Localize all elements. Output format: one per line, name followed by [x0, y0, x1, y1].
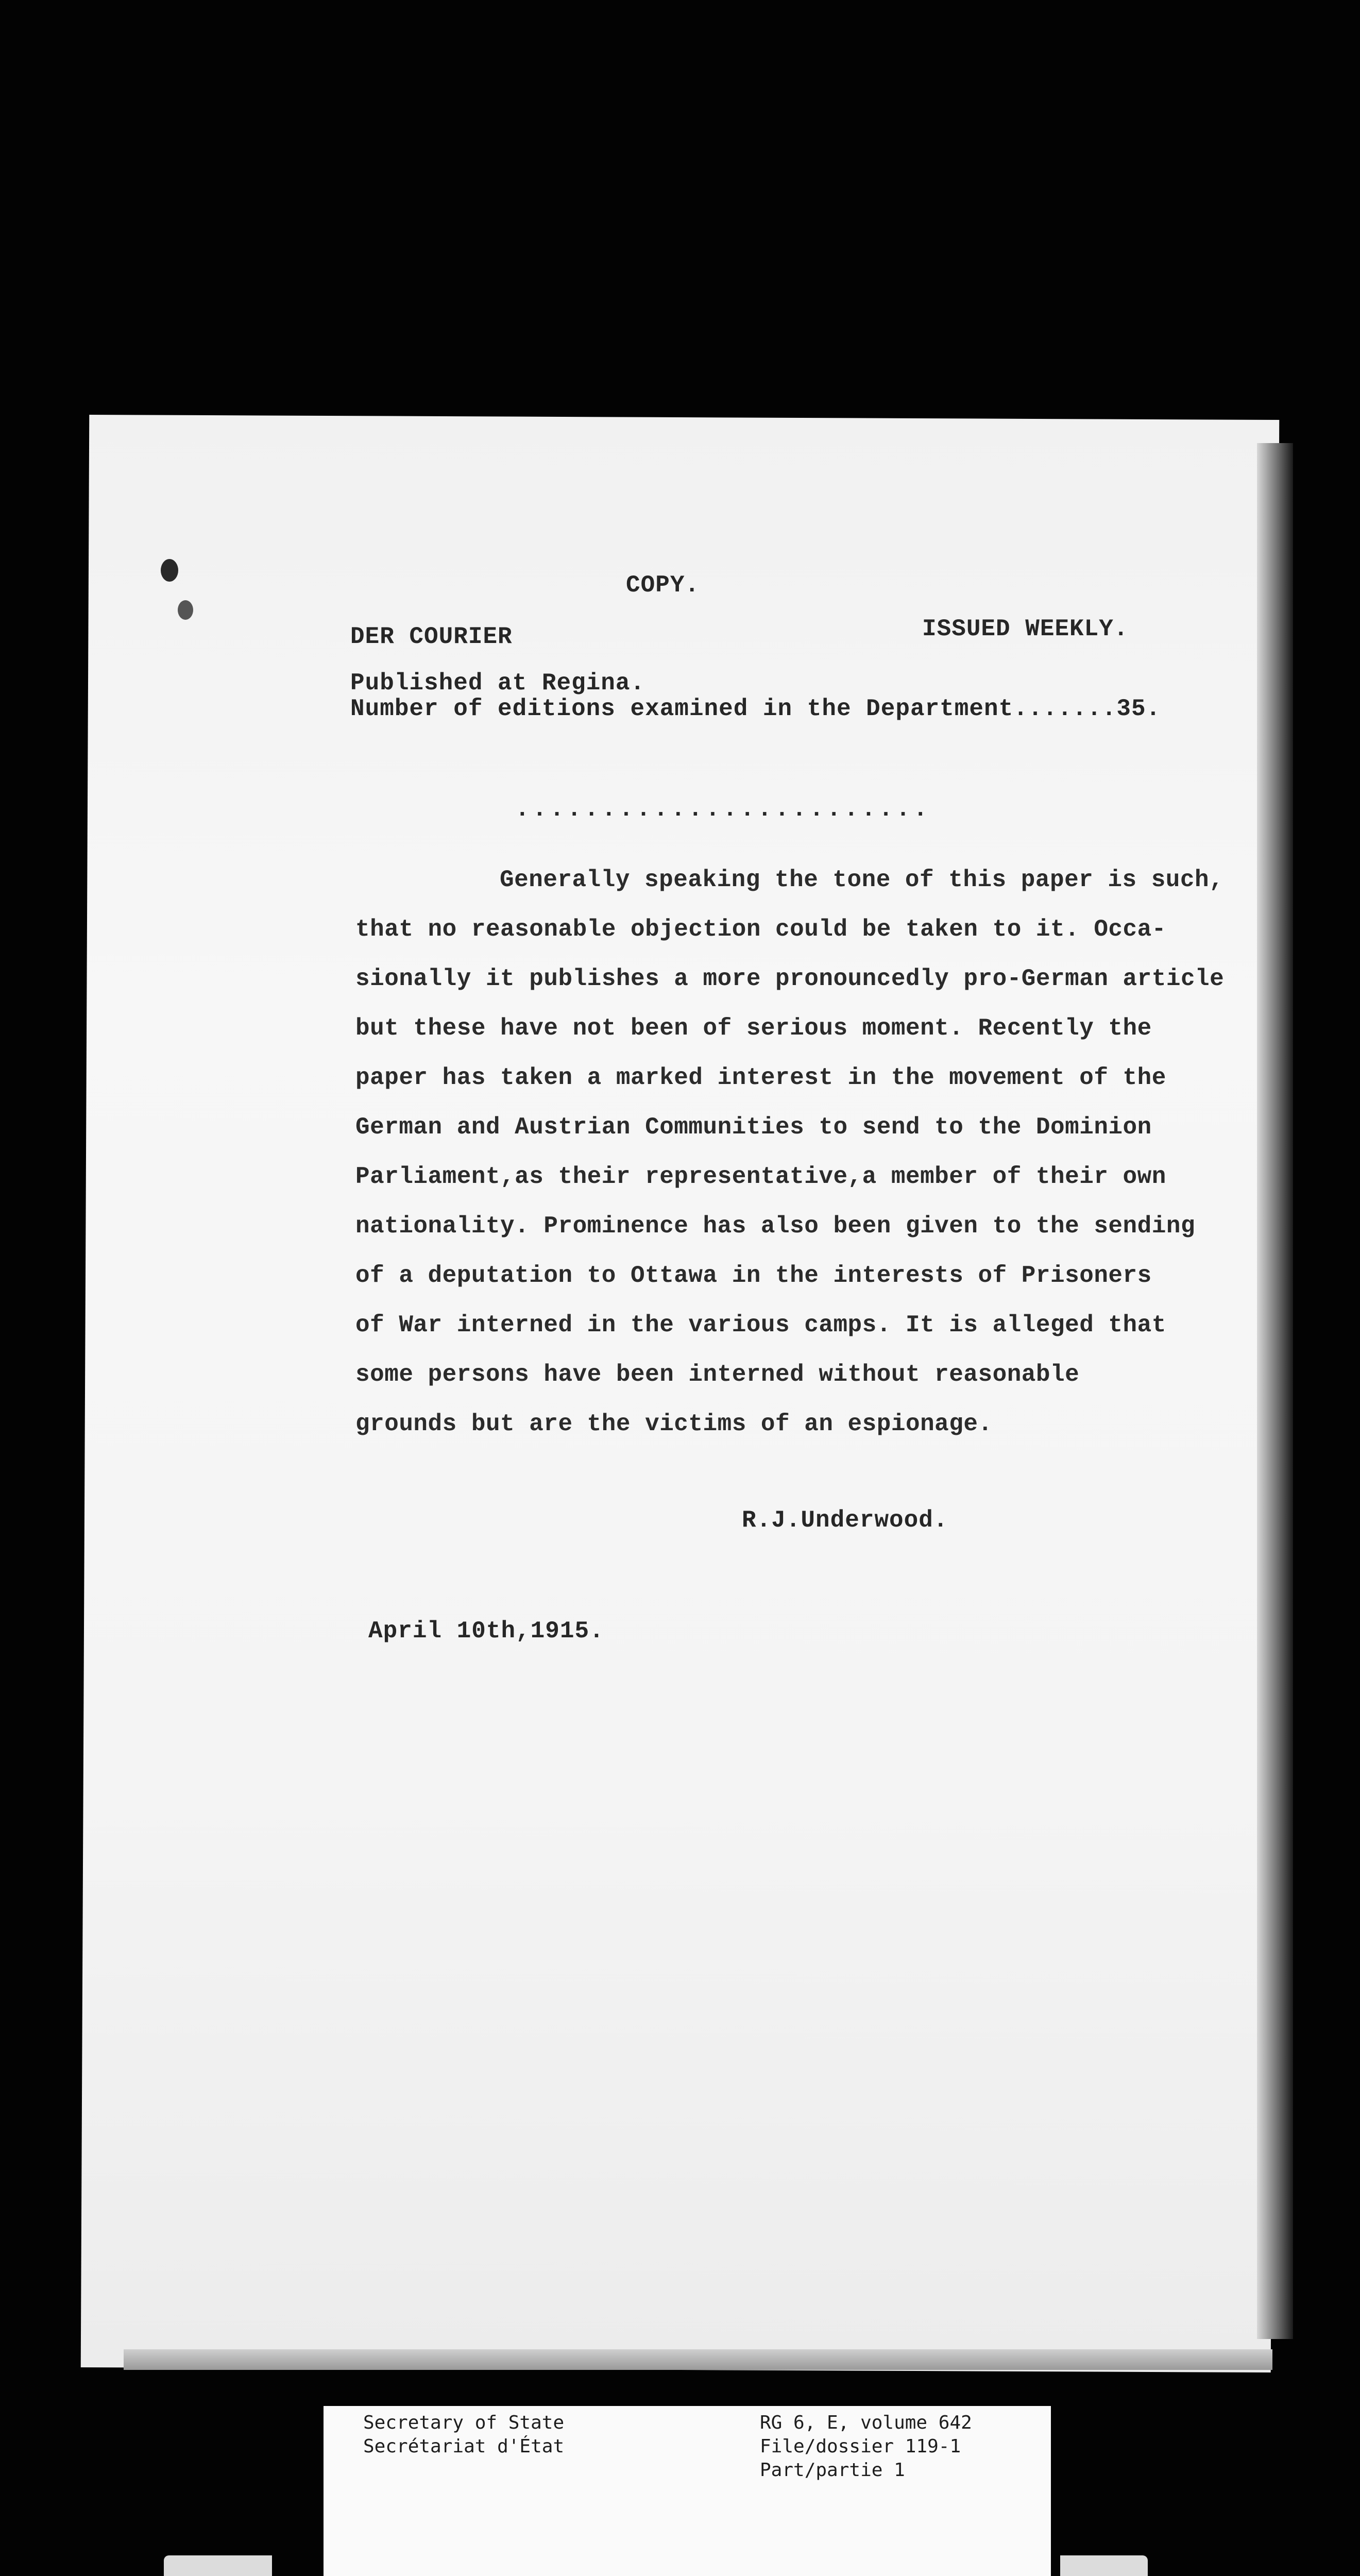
- issue-frequency: ISSUED WEEKLY.: [922, 616, 1129, 642]
- copy-label: COPY.: [626, 572, 700, 599]
- punch-hole-top: [161, 559, 178, 582]
- archive-label-fonds: [363, 2411, 564, 2459]
- report-body: [355, 855, 1242, 1449]
- page-edge-shadow: [1257, 443, 1293, 2339]
- punch-hole-bottom: [178, 600, 193, 620]
- report-line: some persons have been interned without reasonable: [355, 1361, 1080, 1388]
- report-line: grounds but are the victims of an espionage.: [355, 1411, 993, 1437]
- signature: R.J.Underwood.: [742, 1507, 948, 1534]
- report-date: April 10th,1915.: [368, 1618, 604, 1645]
- report-line: Generally speaking the tone of this paper is such,: [500, 867, 1224, 893]
- report-line: but these have not been of serious moment. Recently the: [355, 1015, 1152, 1042]
- label-volume: RG 6, E, volume 642: [760, 2412, 972, 2433]
- publication-place: Published at Regina.: [350, 670, 645, 697]
- report-line: German and Austrian Communities to send to the Dominion: [355, 1114, 1152, 1141]
- report-line: paper has taken a marked interest in the movement of the: [355, 1064, 1166, 1091]
- editions-examined: Number of editions examined in the Department.......35.: [350, 696, 1161, 722]
- report-line: of a deputation to Ottawa in the interests of Prisoners: [355, 1262, 1152, 1289]
- report-line: nationality. Prominence has also been given to the sending: [355, 1213, 1196, 1240]
- report-line: sionally it publishes a more pronouncedly pro-German article: [355, 965, 1225, 992]
- page-bottom-edge: [124, 2349, 1272, 2370]
- report-line: Parliament,as their representative,a member of their own: [355, 1163, 1166, 1190]
- label-department-en: Secretary of State: [363, 2412, 565, 2433]
- label-part: Part/partie 1: [760, 2460, 905, 2481]
- label-department-fr: Secrétariat d'État: [363, 2436, 565, 2457]
- section-divider: ........................: [515, 796, 931, 823]
- report-line: that no reasonable objection could be taken to it. Occa-: [355, 916, 1166, 943]
- newspaper-name: DER COURIER: [350, 623, 513, 650]
- label-file: File/dossier 119-1: [760, 2436, 961, 2457]
- report-line: of War interned in the various camps. It is alleged that: [355, 1312, 1166, 1338]
- archive-label-reference: [760, 2411, 972, 2482]
